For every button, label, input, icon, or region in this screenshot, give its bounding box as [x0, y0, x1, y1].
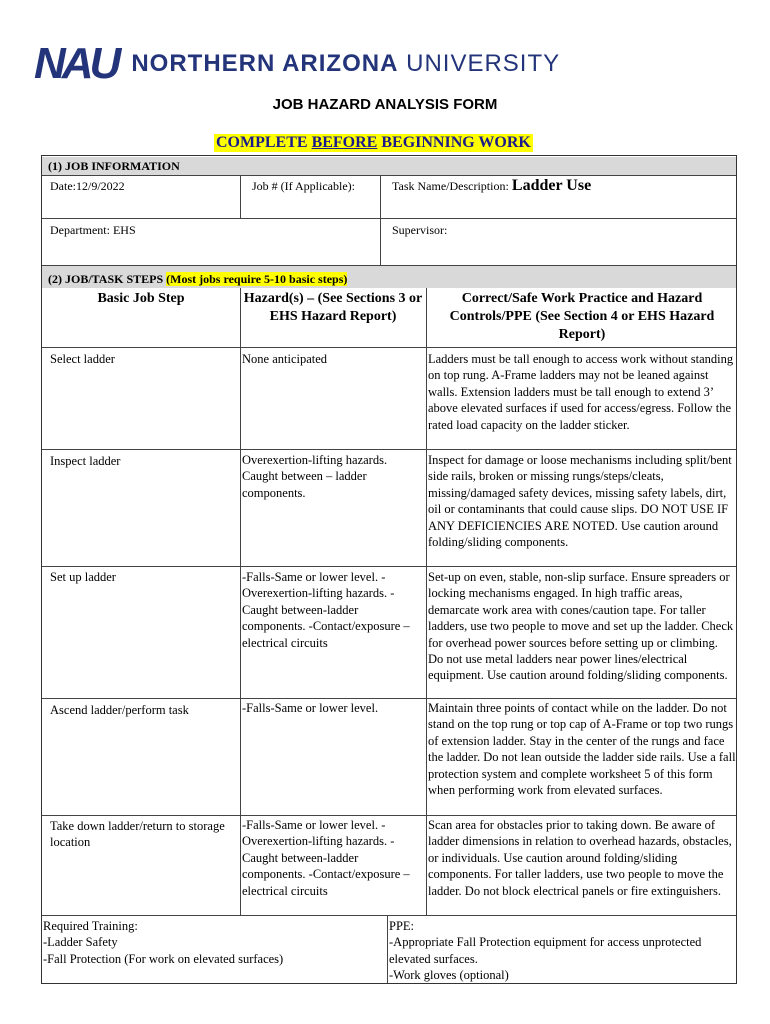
job-steps-section-bar: (2) JOB/TASK STEPS (Most jobs require 5-10 basic steps): [42, 266, 736, 288]
complete-before-banner: COMPLETE BEFORE BEGINNING WORK: [216, 134, 531, 151]
col-controls-header: Correct/Safe Work Practice and Hazard Controls/PPE (See Section 4 or EHS Hazard Report): [449, 291, 715, 342]
supervisor-field: Supervisor:: [392, 223, 448, 237]
row-4-hazards: -Falls-Same or lower level.: [242, 701, 379, 715]
task-name-field: Task Name/Description: Ladder Use: [392, 177, 592, 194]
row-2-controls: Inspect for damage or loose mechanisms including split/bent side rails, broken or missing rungs/steps/cleats, missing/damaged safety devices, missing safety labels, dirt, oil or contaminants that could cause slips. DO NOT USE IF ANY DEFICIENCIES ARE NOTED. Use caution around folding/sliding components.: [428, 453, 732, 550]
row-3-controls: Set-up on even, stable, non-slip surface. Ensure spreaders or locking mechanisms engaged. In high traffic areas, demarcate work area with cones/caution tape. For taller ladders, use two people to move and set up the ladder. Check for overhead power sources before setting up or climbing. Do not use metal ladders near power lines/electrical equipment. Use caution around folding/sliding components.: [428, 570, 734, 683]
row-4-controls: Maintain three points of contact while on the ladder. Do not stand on the top rung or top cap of A-Frame or top two rungs of extension ladder. Stay in the center of the rungs and face the ladder. Do not lean outside the ladder side rails. Use a fall protection system and complete worksheet 5 of this form when performing work from elevated surfaces.: [428, 701, 736, 798]
ppe-section: [389, 918, 737, 984]
row-1-hazards: None anticipated: [242, 352, 328, 366]
training-label: Required Training:: [43, 919, 138, 933]
steps-note: (Most jobs require 5-10 basic steps): [166, 272, 348, 286]
date-field: Date:12/9/2022: [50, 179, 125, 193]
row-5-hazards: -Falls-Same or lower level. -Overexertion-lifting hazards. -Caught between-ladder components. -Contact/exposure – electrical circuits: [242, 818, 410, 898]
job-number-field: Job # (If Applicable):: [252, 179, 355, 193]
col-hazards-header: Hazard(s) – (See Sections 3 or EHS Hazard Report): [243, 291, 423, 324]
logo-mark: NAU: [34, 39, 118, 88]
form-title: JOB HAZARD ANALYSIS FORM: [272, 96, 498, 113]
row-3-hazards: -Falls-Same or lower level. -Overexertion-lifting hazards. -Caught between-ladder components. -Contact/exposure – electrical circuits: [242, 570, 410, 650]
row-2-step: Inspect ladder: [50, 454, 121, 468]
logo-wordmark: NORTHERN ARIZONA UNIVERSITY: [131, 50, 561, 77]
required-training: [43, 918, 383, 967]
row-4-step: Ascend ladder/perform task: [50, 703, 189, 717]
row-5-step: Take down ladder/return to storage location: [50, 819, 225, 850]
nau-logo: [34, 39, 561, 88]
row-1-step: Select ladder: [50, 352, 115, 366]
ppe-label: PPE:: [389, 919, 415, 933]
row-1-controls: Ladders must be tall enough to access work without standing on top rung. A-Frame ladders may not be leaned against walls. Extension ladders must be tall enough to extend 3’ above elevated surfaces if used for access/egress. Follow the rated load capacity on the ladder sticker.: [428, 352, 734, 432]
training-item: -Fall Protection (For work on elevated surfaces): [43, 951, 284, 966]
ppe-item: -Appropriate Fall Protection equipment for access unprotected elevated surfaces.: [389, 935, 702, 966]
job-info-section-bar: (1) JOB INFORMATION: [42, 157, 736, 175]
ppe-item: -Work gloves (optional): [389, 968, 509, 983]
training-item: -Ladder Safety: [43, 935, 118, 950]
row-3-step: Set up ladder: [50, 570, 116, 584]
task-name-value: Ladder Use: [511, 177, 592, 194]
department-field: Department: EHS: [50, 223, 136, 237]
row-5-controls: Scan area for obstacles prior to taking down. Be aware of ladder dimensions in relation to overhead hazards, obstacles, or individuals. Use caution around folding/sliding components. For taller ladders, use two people to move the ladder. Do not block electrical panels or fire extinguishers.: [428, 818, 732, 898]
col-basic-job-step-header: Basic Job Step: [97, 291, 185, 306]
row-2-hazards: Overexertion-lifting hazards. Caught between – ladder components.: [242, 453, 388, 500]
